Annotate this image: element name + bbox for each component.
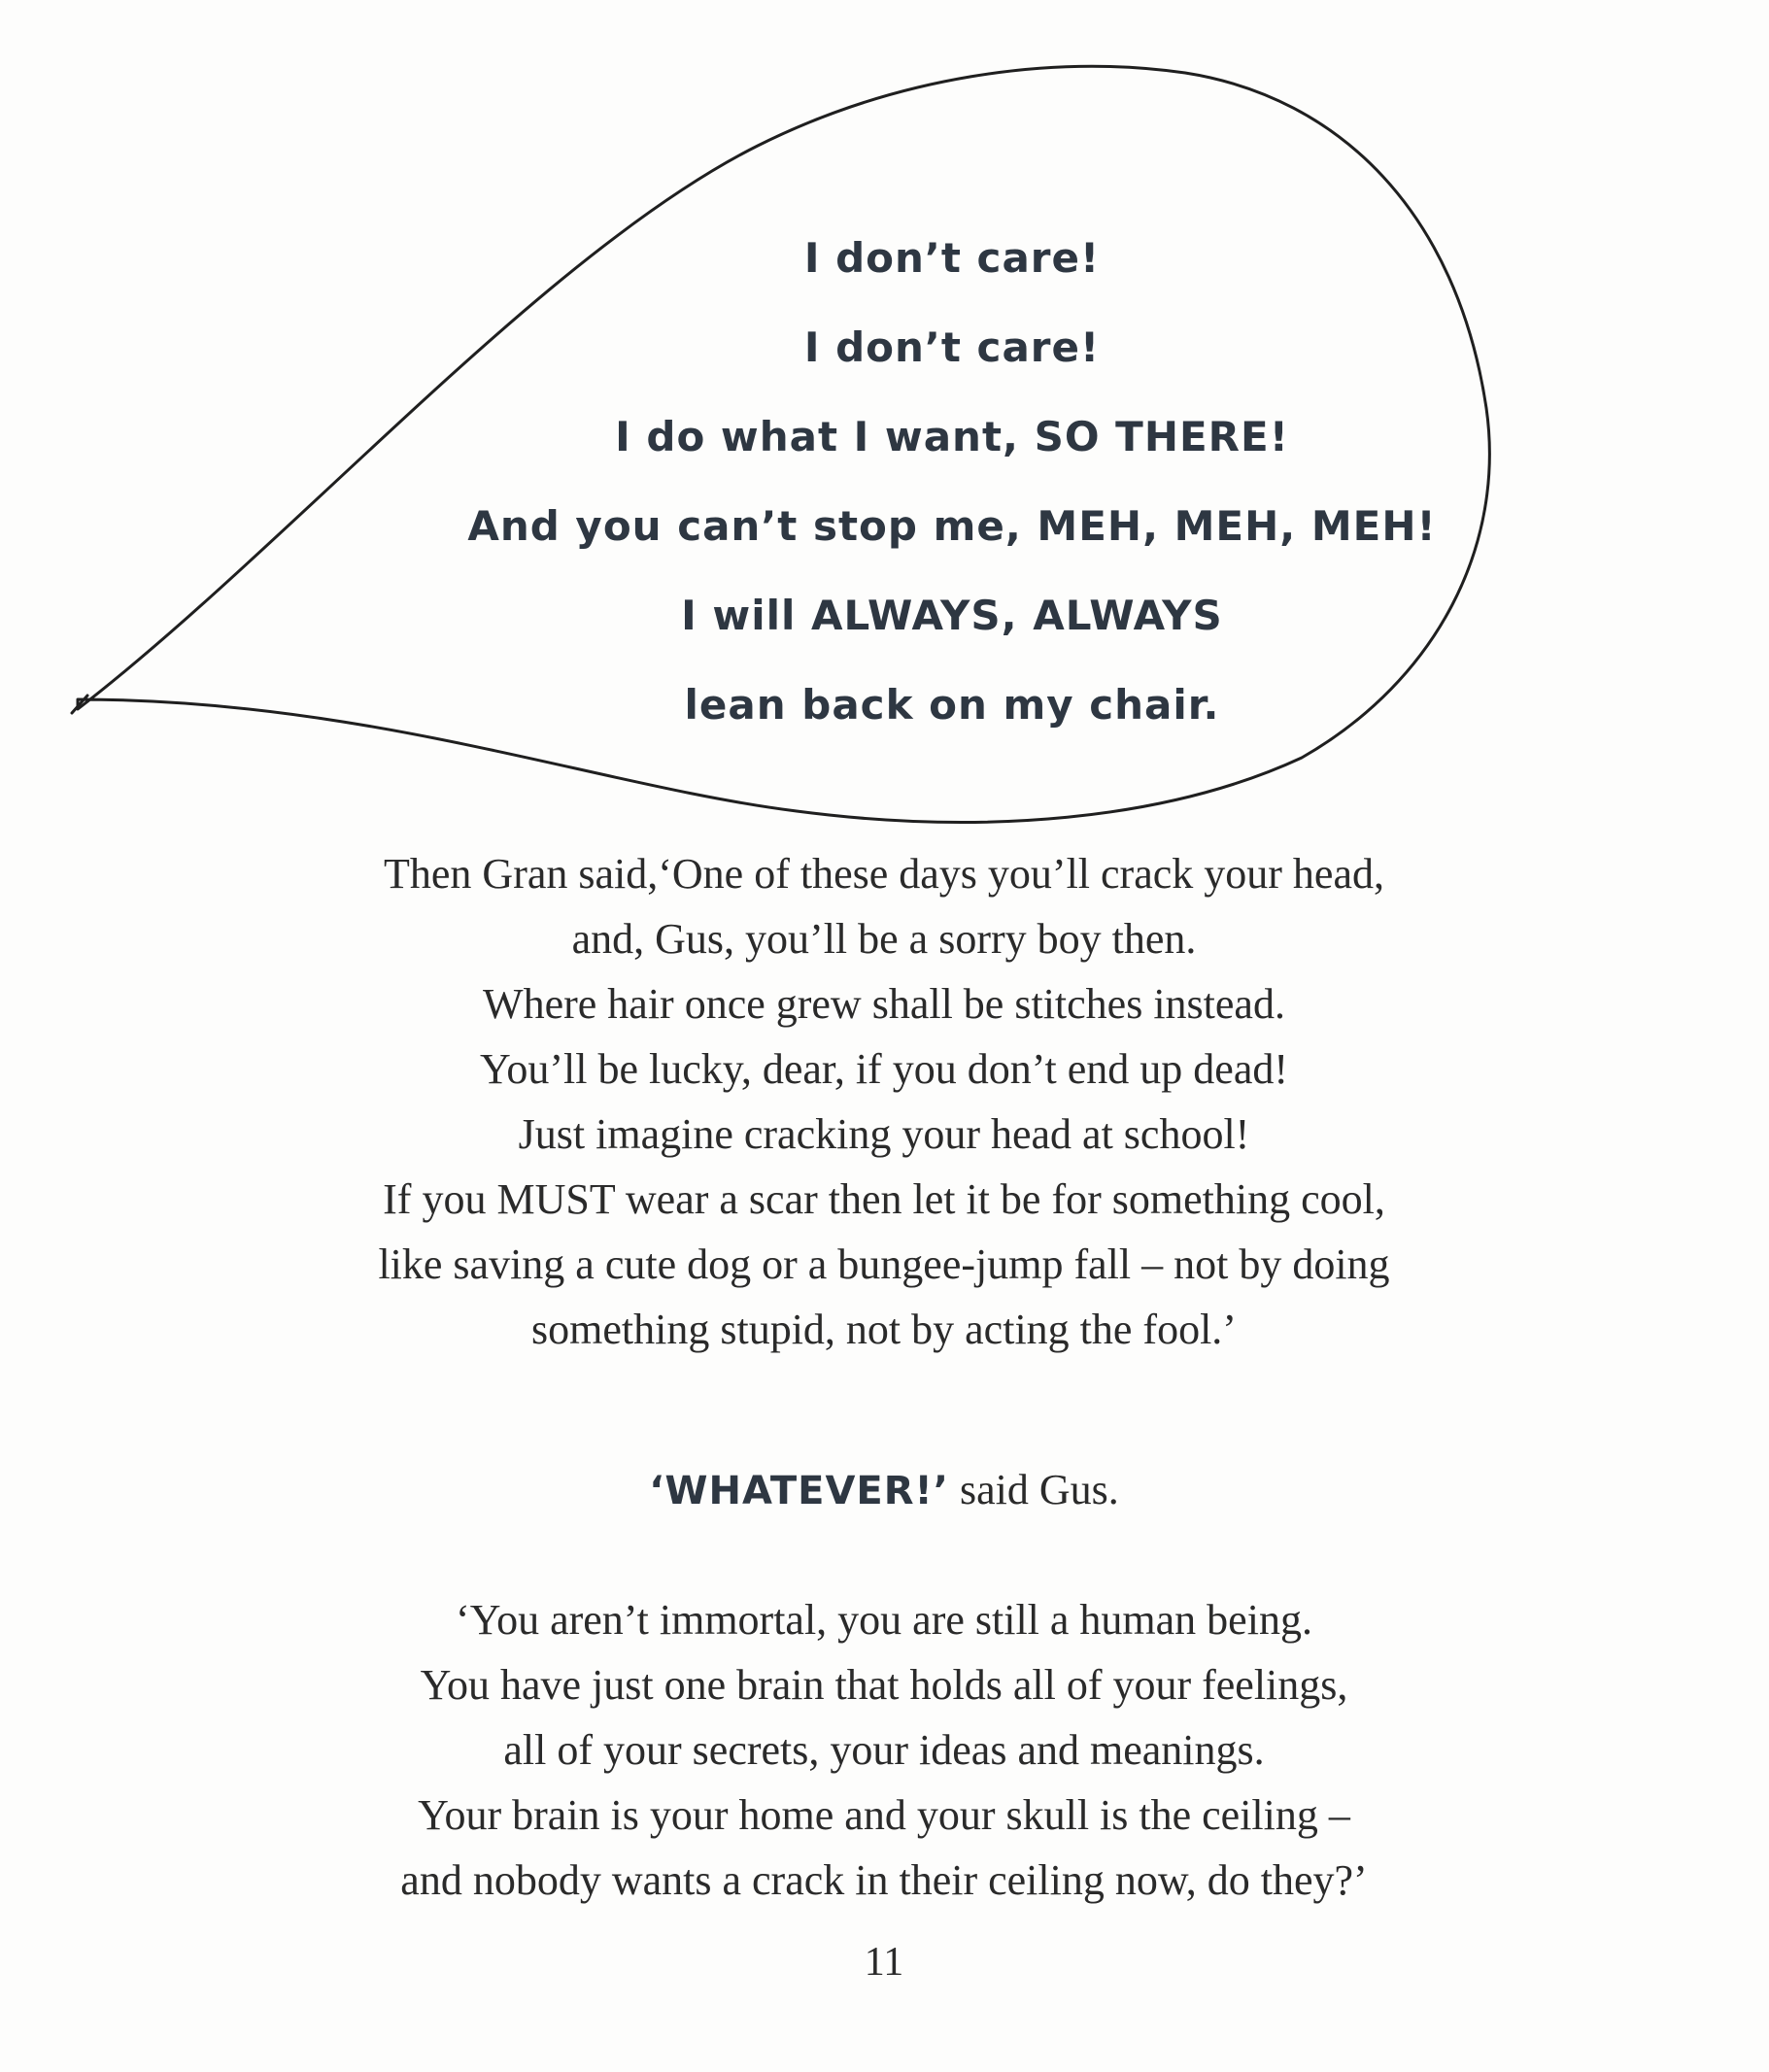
speech-bubble-text bbox=[389, 214, 1515, 750]
whatever-attribution: said Gus. bbox=[949, 1466, 1119, 1513]
verse-line: ‘You aren’t immortal, you are still a human being. bbox=[456, 1596, 1312, 1644]
bubble-line: lean back on my chair. bbox=[684, 681, 1220, 729]
verse-line: and, Gus, you’ll be a sorry boy then. bbox=[571, 915, 1197, 963]
verse-line: like saving a cute dog or a bungee-jump fall – not by doing bbox=[378, 1240, 1390, 1288]
verse-line: You have just one brain that holds all of your feelings, bbox=[420, 1661, 1348, 1709]
bubble-line: I don’t care! bbox=[803, 234, 1101, 282]
verse-line: something stupid, not by acting the fool.’ bbox=[531, 1306, 1237, 1353]
verse-line: If you MUST wear a scar then let it be for something cool, bbox=[383, 1175, 1385, 1223]
verse-line: Just imagine cracking your head at school! bbox=[518, 1110, 1250, 1158]
whatever-line bbox=[243, 1457, 1525, 1522]
verse-line: and nobody wants a crack in their ceiling now, do they?’ bbox=[400, 1856, 1368, 1904]
bubble-line: I will ALWAYS, ALWAYS bbox=[681, 592, 1223, 639]
verse-line: Then Gran said,‘One of these days you’ll crack your head, bbox=[384, 850, 1384, 898]
bubble-line: I do what I want, SO THERE! bbox=[615, 413, 1289, 460]
verse-line: all of your secrets, your ideas and meanings. bbox=[503, 1726, 1265, 1774]
verse-brain bbox=[243, 1587, 1525, 1913]
bubble-line: I don’t care! bbox=[803, 323, 1101, 371]
bubble-line: And you can’t stop me, MEH, MEH, MEH! bbox=[467, 502, 1437, 550]
verse-gran bbox=[243, 841, 1525, 1362]
verse-line: You’ll be lucky, dear, if you don’t end up dead! bbox=[479, 1045, 1289, 1093]
page-number: 11 bbox=[864, 1940, 904, 1985]
verse-line: Where hair once grew shall be stitches instead. bbox=[483, 980, 1285, 1028]
whatever-exclamation: ‘WHATEVER!’ bbox=[649, 1469, 949, 1513]
verse-line: Your brain is your home and your skull is the ceiling – bbox=[418, 1791, 1350, 1839]
